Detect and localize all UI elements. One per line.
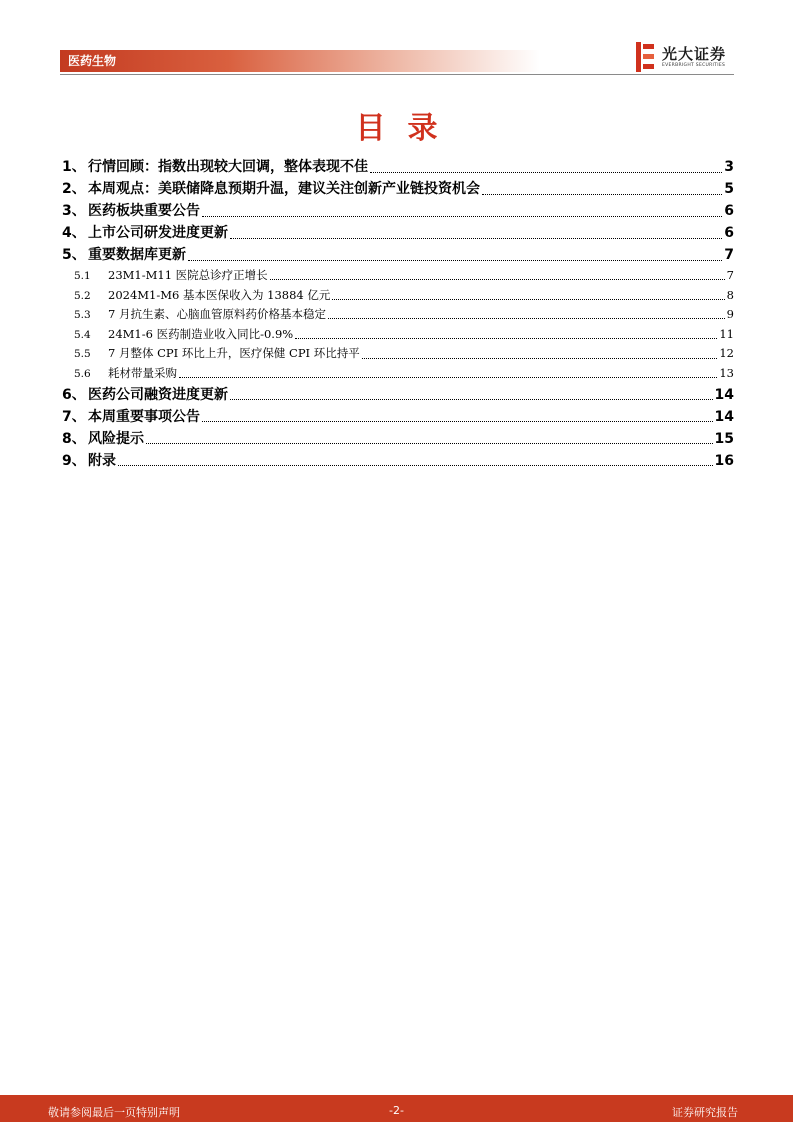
toc-entry-page: 6: [724, 203, 734, 219]
toc-dot-leader: [202, 216, 722, 217]
toc-entry-page: 7: [726, 268, 734, 282]
toc-dot-leader: [370, 172, 722, 173]
toc-entry-page: 13: [719, 365, 734, 380]
company-logo: [636, 42, 736, 72]
toc-dot-leader: [230, 399, 713, 400]
toc-entry-1[interactable]: [62, 156, 734, 178]
toc-entry-5-1[interactable]: [62, 266, 734, 286]
toc-dot-leader: [362, 358, 718, 359]
toc-dot-leader: [482, 194, 722, 195]
header-divider: [60, 74, 734, 75]
toc-entry-number: 1、: [62, 159, 86, 175]
toc-dot-leader: [230, 238, 722, 239]
toc-entry-9[interactable]: [62, 450, 734, 472]
page-title: 目录: [355, 111, 460, 146]
toc-entry-4[interactable]: [62, 222, 734, 244]
toc-entry-2[interactable]: [62, 178, 734, 200]
toc-entry-page: 14: [714, 408, 734, 425]
toc-entry-page: 6: [724, 225, 734, 241]
logo-chinese-name: 光大证券: [662, 45, 727, 63]
toc-entry-page: 9: [726, 307, 734, 322]
section-label: 医药生物: [68, 54, 117, 68]
toc-entry-number: 5.2: [74, 289, 91, 302]
toc-dot-leader: [146, 443, 713, 444]
toc-entry-page: 7: [724, 247, 734, 263]
toc-entry-text: 耗材带量采购: [108, 365, 177, 380]
toc-entry-8[interactable]: [62, 428, 734, 450]
toc-entry-6[interactable]: [62, 384, 734, 406]
footer-report-type: 证券研究报告: [672, 1106, 738, 1119]
logo-english-name: EVERBRIGHT SECURITIES: [662, 63, 726, 68]
toc-entry-page: 11: [719, 326, 734, 341]
toc-entry-text: 医药板块重要公告: [88, 203, 200, 219]
toc-entry-5-6[interactable]: [62, 364, 734, 384]
toc-entry-text: 23M1-M11 医院总诊疗正增长: [108, 268, 268, 282]
toc-entry-text: 医药公司融资进度更新: [88, 386, 228, 403]
footer-disclaimer: 敬请参阅最后一页特别声明: [48, 1106, 180, 1119]
toc-entry-text: 上市公司研发进度更新: [88, 225, 228, 241]
toc-entry-number: 8、: [62, 430, 86, 447]
toc-entry-5-2[interactable]: [62, 286, 734, 306]
toc-entry-5-3[interactable]: [62, 305, 734, 325]
toc-entry-number: 5.6: [74, 367, 91, 380]
header-band: [60, 50, 540, 72]
toc-entry-page: 16: [714, 452, 734, 469]
toc-entry-text: 行情回顾：指数出现较大回调，整体表现不佳: [88, 159, 368, 175]
toc-entry-text: 附录: [88, 452, 116, 469]
toc-entry-text: 本周重要事项公告: [88, 408, 200, 425]
table-of-contents: [62, 156, 734, 472]
toc-entry-page: 12: [719, 346, 734, 361]
toc-dot-leader: [188, 260, 722, 261]
toc-entry-number: 5.3: [74, 309, 91, 322]
toc-entry-number: 5.5: [74, 348, 91, 361]
toc-entry-number: 9、: [62, 452, 86, 469]
toc-dot-leader: [332, 299, 724, 300]
toc-entry-number: 5、: [62, 247, 86, 263]
toc-entry-text: 重要数据库更新: [88, 247, 186, 263]
toc-entry-page: 8: [726, 287, 734, 302]
toc-entry-text: 24M1-6 医药制造业收入同比-0.9%: [108, 326, 294, 341]
toc-dot-leader: [179, 377, 717, 378]
toc-entry-number: 7、: [62, 408, 86, 425]
toc-entry-text: 7 月抗生素、心脑血管原料药价格基本稳定: [108, 307, 326, 322]
toc-entry-text: 风险提示: [88, 430, 144, 447]
toc-dot-leader: [202, 421, 713, 422]
toc-entry-page: 15: [714, 430, 734, 447]
toc-entry-page: 14: [714, 386, 734, 403]
toc-entry-5-4[interactable]: [62, 325, 734, 345]
toc-entry-text: 7 月整体 CPI 环比上升，医疗保健 CPI 环比持平: [108, 346, 360, 361]
toc-entry-number: 3、: [62, 203, 86, 219]
toc-entry-page: 5: [724, 181, 734, 197]
toc-entry-number: 5.1: [74, 270, 91, 282]
everbright-logo-icon: [636, 42, 656, 72]
toc-dot-leader: [295, 338, 717, 339]
toc-entry-page: 3: [724, 159, 734, 175]
toc-entry-5[interactable]: [62, 244, 734, 266]
toc-dot-leader: [328, 318, 725, 319]
toc-entry-5-5[interactable]: [62, 344, 734, 364]
toc-entry-number: 4、: [62, 225, 86, 241]
toc-entry-3[interactable]: [62, 200, 734, 222]
toc-entry-number: 6、: [62, 386, 86, 403]
page-number: -2-: [389, 1104, 404, 1117]
toc-entry-number: 2、: [62, 181, 86, 197]
toc-dot-leader: [118, 465, 713, 466]
toc-entry-7[interactable]: [62, 406, 734, 428]
toc-entry-text: 本周观点：美联储降息预期升温，建议关注创新产业链投资机会: [88, 181, 480, 197]
toc-entry-text: 2024M1-M6 基本医保收入为 13884 亿元: [108, 287, 331, 302]
toc-entry-number: 5.4: [74, 328, 91, 341]
toc-dot-leader: [270, 279, 725, 280]
